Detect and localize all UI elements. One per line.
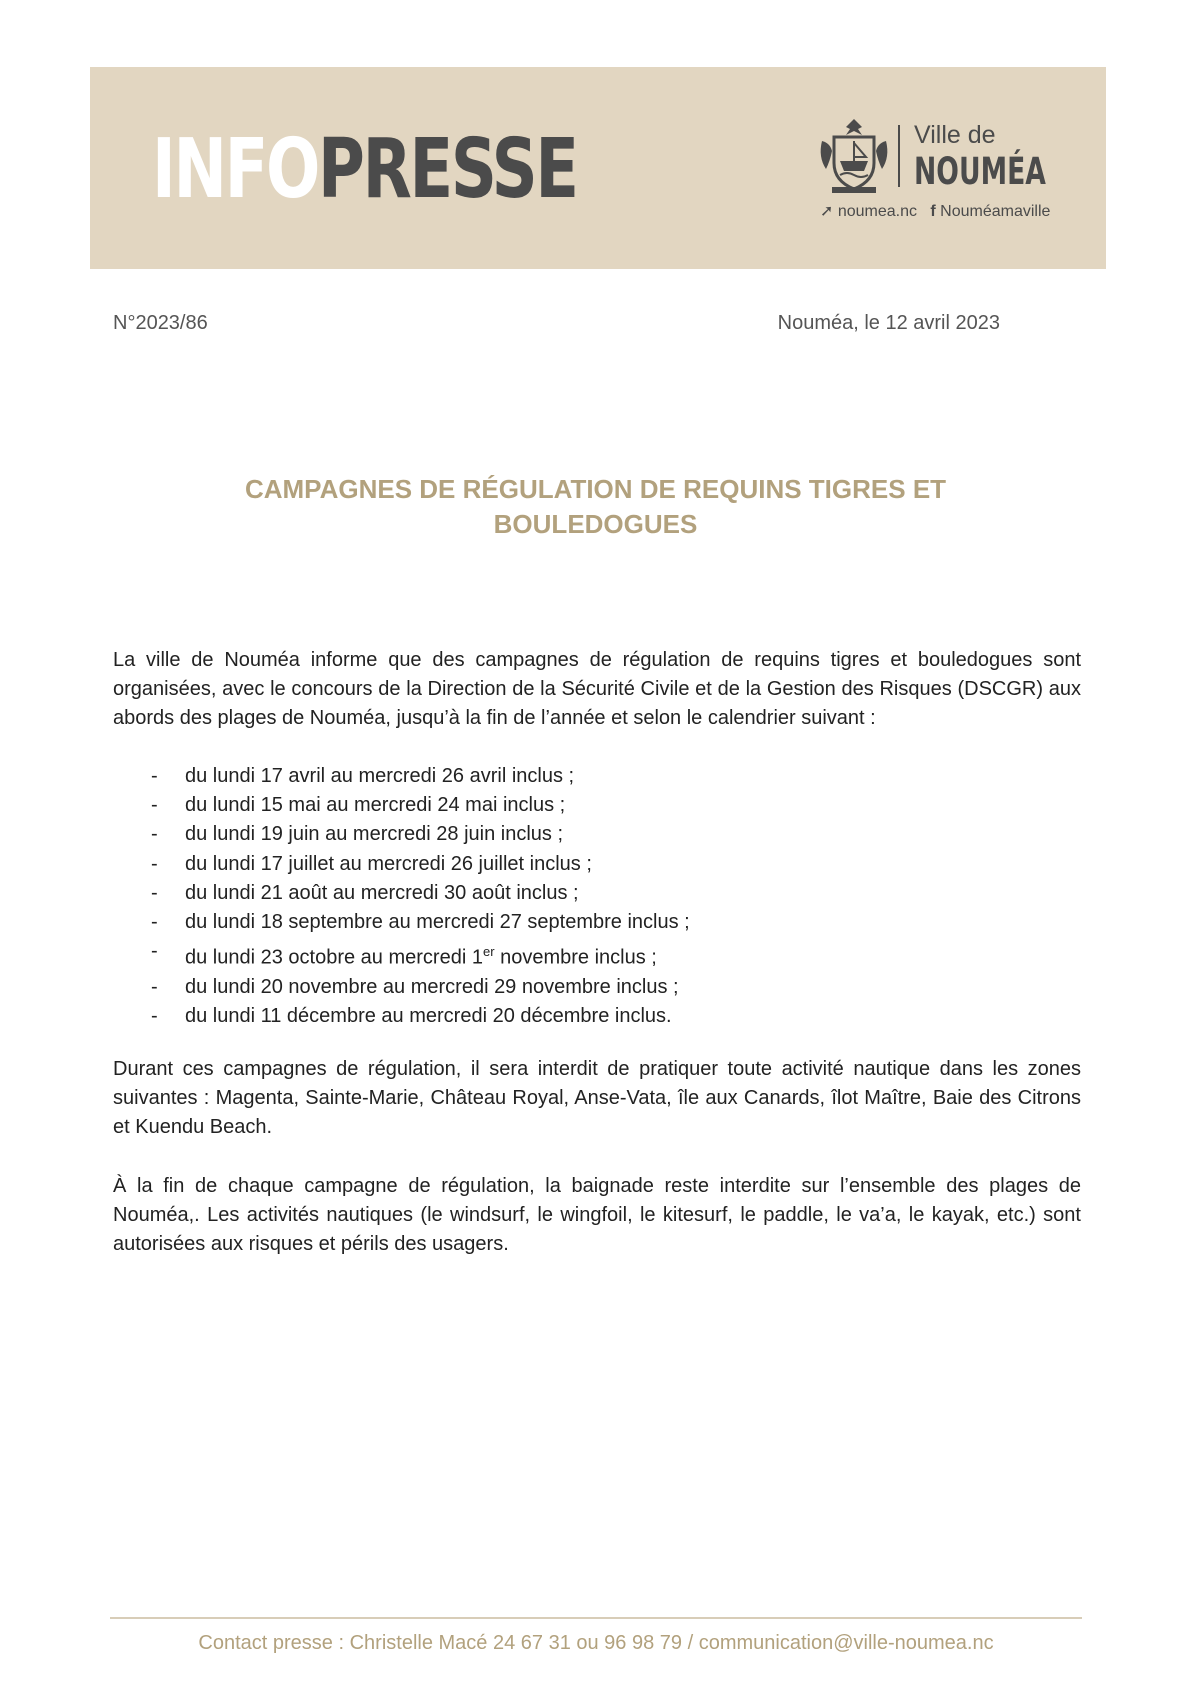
logo-divider — [898, 125, 900, 187]
list-item: - du lundi 17 juillet au mercredi 26 juillet inclus ; — [151, 852, 592, 875]
zones-paragraph: Durant ces campagnes de régulation, il sera interdit de pratiquer toute activité nautique dans les zones suivantes : Magenta, Sainte-Marie, Château Royal, Anse-Vata, île aux Canards, îlot Maître, Baie des Citrons et Kuendu Beach. — [113, 1058, 1081, 1138]
city-logo — [818, 117, 1058, 227]
closing-paragraph: À la fin de chaque campagne de régulation, la baignade reste interdite sur l’ensemble des plages de Nouméa,. Les activités nautiques (le windsurf, le wingfoil, le kitesurf, le paddle, le va’a, le kayak, etc.) sont autorisées aux risques et périls des usagers. — [113, 1175, 1081, 1255]
masthead — [152, 122, 577, 217]
period-list — [113, 762, 690, 1031]
press-release-date: Nouméa, le 12 avril 2023 — [777, 312, 1000, 334]
superscript-er: er — [482, 944, 495, 960]
intro-paragraph: La ville de Nouméa informe que des campagnes de régulation de requins tigres et bouledogues sont organisées, avec le concours de la Direction de la Sécurité Civile et de la Gestion des Risques (DSCGR) aux abords des plages de Nouméa, jusqu’à la fin de l’année et selon le calendrier suivant : — [113, 649, 1081, 729]
logo-ville-text: Ville de — [914, 121, 996, 149]
footer-rule — [110, 1617, 1082, 1619]
logo-website: noumea.nc — [837, 203, 918, 220]
arrow-icon: ➚ — [820, 203, 834, 220]
list-item: - du lundi 17 avril au mercredi 26 avril inclus ; — [151, 765, 575, 787]
logo-facebook: Nouméamaville — [940, 203, 1051, 220]
logo-city-text: NOUMÉA — [914, 150, 1046, 193]
footer-contact: Contact presse : Christelle Macé 24 67 31 ou 96 98 79 / communication@ville-noumea.nc — [198, 1632, 994, 1654]
list-item: - du lundi 20 novembre au mercredi 29 novembre inclus ; — [151, 976, 679, 999]
logo-links — [820, 201, 1050, 221]
list-item: - du lundi 21 août au mercredi 30 août inclus ; — [151, 881, 579, 904]
list-item: - du lundi 19 juin au mercredi 28 juin inclus ; — [151, 823, 563, 846]
masthead-info: INFO — [152, 122, 319, 217]
list-item: - du lundi 18 septembre au mercredi 27 septembre inclus ; — [151, 911, 690, 934]
press-release-number: N°2023/86 — [113, 312, 208, 334]
list-item: - du lundi 15 mai au mercredi 24 mai inclus ; — [151, 794, 566, 817]
document-title: CAMPAGNES DE RÉGULATION DE REQUINS TIGRES ET BOULEDOGUES — [244, 474, 947, 539]
masthead-presse: PRESSE — [318, 122, 577, 217]
header-band — [90, 67, 1106, 269]
facebook-icon: f — [930, 203, 936, 220]
list-item: - du lundi 23 octobre au mercredi 1er novembre inclus ; — [151, 940, 657, 969]
city-crest-icon — [818, 117, 890, 195]
list-item: - du lundi 11 décembre au mercredi 20 décembre inclus. — [151, 1005, 672, 1028]
